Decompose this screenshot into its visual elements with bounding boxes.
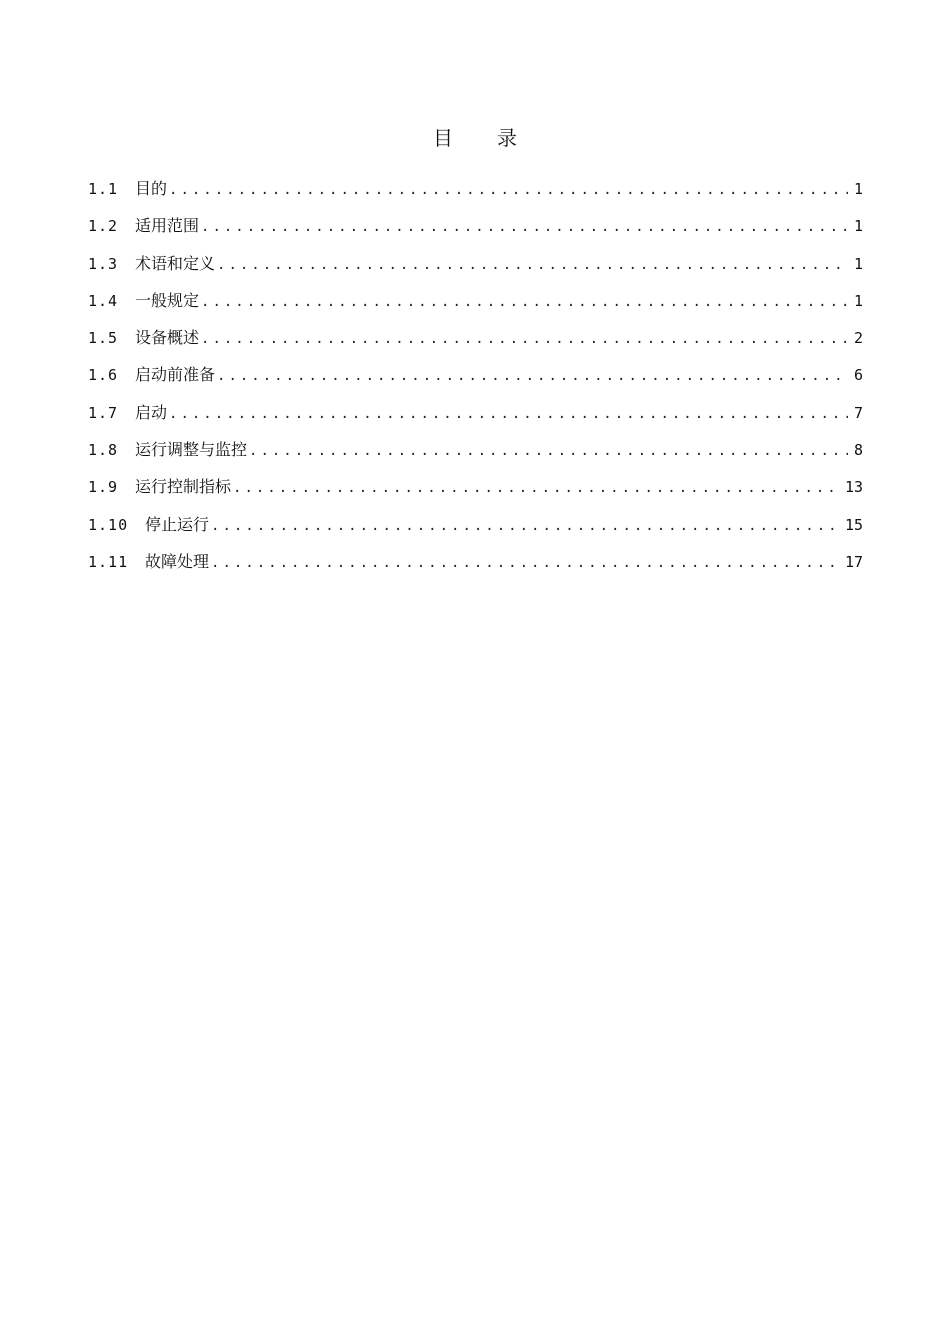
toc-dot-leader	[211, 515, 839, 537]
toc-entry[interactable]	[88, 327, 863, 364]
toc-entry-title: 目的	[135, 179, 168, 198]
toc-dot-leader	[217, 365, 848, 387]
toc-entry[interactable]	[88, 215, 863, 252]
toc-entry-page: 1	[853, 291, 863, 310]
toc-entry-title: 故障处理	[145, 551, 210, 571]
toc-entry-number: 1.11	[88, 552, 129, 571]
toc-entry-number: 1.10	[88, 515, 129, 534]
toc-entry[interactable]	[88, 178, 863, 215]
toc-entry-page: 13	[844, 478, 863, 497]
toc-entry[interactable]	[88, 253, 863, 290]
toc-entry-title: 启动前准备	[135, 365, 216, 385]
toc-entry-title: 运行控制指标	[135, 477, 232, 497]
toc-entry-title: 运行调整与监控	[135, 440, 248, 460]
toc-entry-page: 1	[853, 180, 863, 198]
toc-dot-leader	[233, 477, 839, 499]
toc-title	[0, 122, 950, 151]
toc-entry-number: 1.5	[88, 329, 119, 348]
toc-dot-leader	[201, 291, 848, 313]
toc-dot-leader	[201, 216, 848, 238]
toc-entry-number: 1.8	[88, 441, 119, 460]
toc-entry-title: 启动	[135, 402, 168, 422]
toc-title-char-1: 目	[433, 126, 453, 150]
toc-entry-number: 1.2	[88, 217, 119, 236]
toc-entry[interactable]	[88, 514, 863, 551]
toc-entry-number: 1.7	[88, 403, 119, 422]
toc-entry-number: 1.4	[88, 291, 119, 310]
toc-entry[interactable]	[88, 364, 863, 401]
toc-entry-page: 15	[844, 515, 863, 534]
toc-dot-leader	[249, 440, 848, 462]
toc-dot-leader	[217, 254, 848, 276]
toc-dot-leader	[169, 179, 848, 201]
toc-entry-title: 设备概述	[135, 328, 200, 348]
toc-entry-number: 1.6	[88, 366, 119, 385]
toc-entry-page: 8	[853, 441, 863, 460]
toc-entry-title: 停止运行	[145, 514, 210, 534]
toc-dot-leader	[201, 328, 848, 350]
toc-entry[interactable]	[88, 551, 863, 588]
toc-entry-page: 2	[853, 329, 863, 348]
toc-entry[interactable]	[88, 290, 863, 327]
toc-entry-page: 7	[853, 403, 863, 422]
toc-dot-leader	[169, 403, 848, 425]
toc-entry-page: 6	[853, 366, 863, 385]
toc-title-char-2: 录	[497, 126, 517, 150]
toc-entry-title: 一般规定	[135, 290, 200, 310]
toc-entry-number: 1.3	[88, 254, 119, 273]
toc-entry-title: 术语和定义	[135, 253, 216, 273]
toc-entry-title: 适用范围	[135, 216, 200, 236]
toc-entry-number: 1.9	[88, 478, 119, 497]
toc-entry-number: 1.1	[88, 180, 119, 198]
toc-list	[88, 178, 863, 588]
toc-entry-page: 1	[853, 254, 863, 273]
toc-entry[interactable]	[88, 476, 863, 513]
toc-entry-page: 1	[853, 217, 863, 236]
toc-entry[interactable]	[88, 402, 863, 439]
toc-dot-leader	[211, 552, 839, 574]
toc-entry[interactable]	[88, 439, 863, 476]
toc-entry-page: 17	[844, 552, 863, 571]
